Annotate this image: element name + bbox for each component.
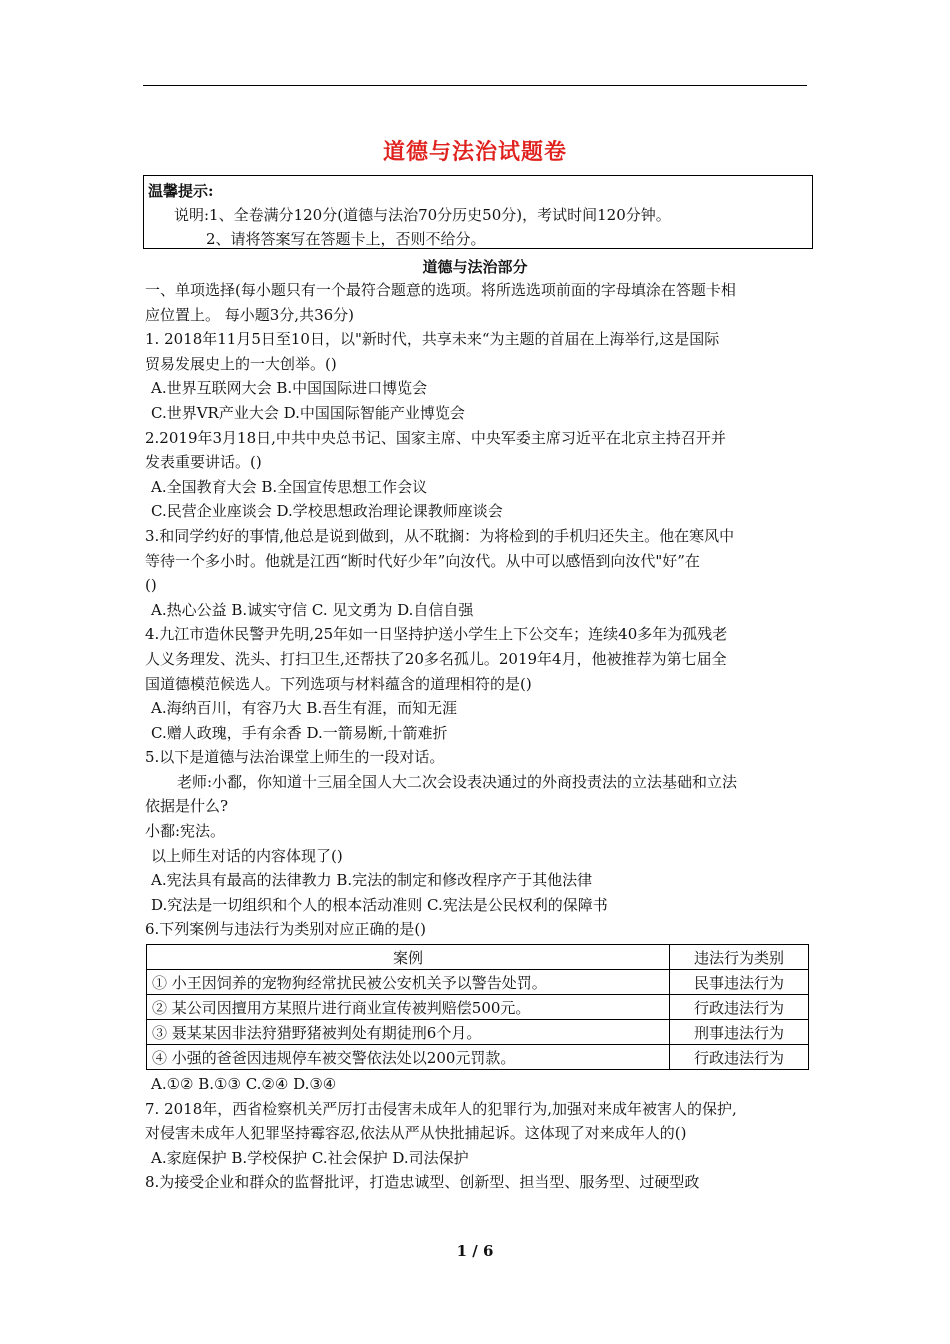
table-cell: 刑事违法行为 xyxy=(670,1020,809,1045)
question-4-line: 国道德模范候选人。下列选项与材料蕴含的道理相符的是() xyxy=(145,674,532,693)
question-6-line: 6.下列案例与违法行为类别对应正确的是() xyxy=(145,920,427,939)
instructions-line: 一、单项选择(每小题只有一个最符合题意的选项。将所选选项前面的字母填涂在答题卡相 xyxy=(145,281,736,299)
question-7-line: 对侵害未成年人犯罪坚持霉容忍,依法从严从快批捕起诉。这体现了对来成年人的() xyxy=(145,1124,687,1143)
table-cell: 行政违法行为 xyxy=(670,1045,809,1070)
question-5-stem: 以上师生对话的内容体现了() xyxy=(151,846,343,865)
question-4-line: 人义务理发、洗头、打扫卫生,还帮扶了20多名孤儿。2019年4月，他被推荐为第七届全 xyxy=(145,649,727,668)
tips-heading: 温馨提示: xyxy=(148,182,214,200)
questions xyxy=(145,278,810,1195)
table-row xyxy=(147,970,809,995)
question-3-line: () xyxy=(145,576,157,595)
table-row xyxy=(147,995,809,1020)
question-1-line: 1. 2018年11月5日至10日，以"新时代，共享未来“为主题的首届在上海举行,这是国际 xyxy=(145,330,720,349)
tips-line-2: 2、请将答案写在答题卡上，否则不给分。 xyxy=(206,230,486,248)
question-1-options: C.世界VR产业大会 D.中国国际智能产业博览会 xyxy=(151,403,465,422)
question-6-options: A.①② B.①③ C.②④ D.③④ xyxy=(151,1075,337,1094)
table-cell: ② 某公司因擅用方某照片进行商业宣传被判赔偿500元。 xyxy=(147,995,670,1020)
question-5-teacher-cont: 依据是什么? xyxy=(145,797,229,816)
question-4-line: 4.九江市造休民警尹先明,25年如一日坚持护送小学生上下公交车；连续40多年为孤残老 xyxy=(145,625,728,644)
tips-box xyxy=(143,175,813,249)
table-row xyxy=(147,1045,809,1070)
question-3-options: A.热心公益 B.诚实守信 C. 见文勇为 D.自信自强 xyxy=(151,600,474,619)
question-4-options: A.海纳百川，有容乃大 B.吾生有涯，而知无涯 xyxy=(151,699,458,718)
question-1-options: A.世界互联网大会 B.中国国际进口博览会 xyxy=(151,379,428,398)
table-cell: 行政违法行为 xyxy=(670,995,809,1020)
page-title: 道德与法治试题卷 xyxy=(382,140,567,165)
table-cell: 民事违法行为 xyxy=(670,970,809,995)
page-number: 1 / 6 xyxy=(456,1242,494,1260)
table-header-row xyxy=(147,945,809,970)
question-5-student: 小鄱:宪法。 xyxy=(145,822,226,841)
header-rule xyxy=(143,85,807,86)
question-5-options: A.宪法具有最高的法律教力 B.完法的制定和修改程序产于其他法律 xyxy=(151,871,593,890)
section-title: 道德与法治部分 xyxy=(422,258,528,276)
table-header-cell: 违法行为类别 xyxy=(670,945,809,970)
question-4-options: C.赠人政瑰，手有余香 D.一箭易断,十箭难折 xyxy=(151,723,448,742)
question-2-line: 2.2019年3月18日,中共中央总书记、国家主席、中央军委主席习近平在北京主持召开并 xyxy=(145,428,726,447)
question-3-line: 3.和同学约好的事情,他总是说到做到，从不耽搁：为将检到的手机归还失主。他在寒风中 xyxy=(145,526,735,545)
table-header-cell: 案例 xyxy=(147,945,670,970)
table-cell: ① 小王因饲养的宠物狗经常扰民被公安机关予以警告处罚。 xyxy=(147,970,670,995)
question-5-options: D.究法是一切组织和个人的根本活动准则 C.宪法是公民权利的保障书 xyxy=(151,895,608,914)
instructions-line: 应位置上。 每小题3分,共36分) xyxy=(145,305,355,324)
table-cell: ③ 聂某某因非法狩猎野猪被判处有期徒刑6个月。 xyxy=(147,1020,670,1045)
question-2-line: 发表重要讲话。() xyxy=(145,453,262,472)
question-3-line: 等待一个多小时。他就是江西“断时代好少年”向汝代。从中可以感悟到向汝代"好”在 xyxy=(145,551,700,570)
table-cell: ④ 小强的爸爸因违规停车被交警依法处以200元罚款。 xyxy=(147,1045,670,1070)
question-1-line: 贸易发展史上的一大创举。() xyxy=(145,354,337,373)
question-5-line: 5.以下是道德与法治课堂上师生的一段对话。 xyxy=(145,748,445,767)
question-7-line: 7. 2018年，西省检察机关严厉打击侵害未成年人的犯罪行为,加强对来成年被害人的保护, xyxy=(145,1099,737,1118)
question-8-line: 8.为接受企业和群众的监督批评，打造忠诚型、创新型、担当型、服务型、过硬型政 xyxy=(145,1173,700,1192)
case-table xyxy=(146,944,809,1070)
question-5-teacher: 老师:小鄱，你知道十三届全国人大二次会设表决通过的外商投责法的立法基础和立法 xyxy=(177,772,738,791)
tips-line-1: 说明:1、全卷满分120分(道德与法治70分历史50分)，考试时间120分钟。 xyxy=(174,206,671,224)
question-2-options: C.民营企业座谈会 D.学校思想政治理论课教师座谈会 xyxy=(151,502,503,521)
question-2-options: A.全国教育大会 B.全国宣传思想工作会议 xyxy=(151,477,428,496)
question-7-options: A.家庭保护 B.学校保护 C.社会保护 D.司法保护 xyxy=(151,1148,469,1167)
table-row xyxy=(147,1020,809,1045)
